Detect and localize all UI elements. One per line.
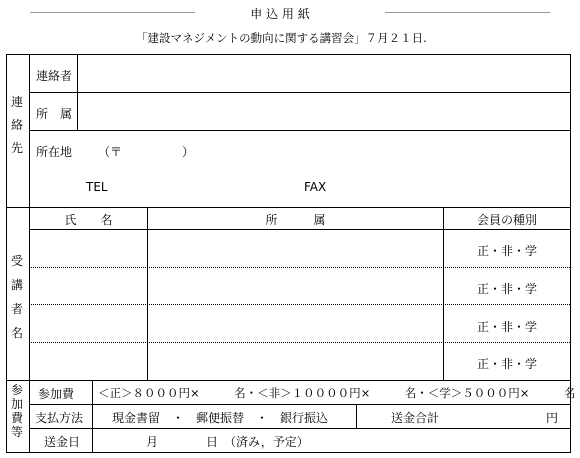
fees-total-divider	[356, 404, 357, 429]
header-rule-right	[385, 12, 550, 13]
remittance-date-text[interactable]: 月 日 （済み，予定）	[146, 435, 309, 449]
col-header-name: 氏 名	[64, 213, 113, 227]
address-label: 所在地	[36, 145, 73, 159]
total-amount-unit: 円	[546, 411, 559, 425]
header-rule-left	[30, 12, 195, 13]
affiliation-field[interactable]	[80, 95, 568, 128]
attendee-3-name-field[interactable]	[31, 306, 145, 340]
attendee-3-member-type[interactable]: 正・非・学	[476, 320, 537, 334]
fee-text: ＜正＞８０００円× 名・＜非＞１００００円× 名・＜学＞５０００円× 名	[98, 386, 576, 400]
section-label-column-line	[29, 54, 30, 453]
divider-contact-attendees	[6, 207, 571, 208]
attendees-header-divider	[29, 229, 571, 230]
contact-row-divider-1	[29, 92, 571, 93]
form-subtitle: 「建設マネジメントの動向に関する講習会」７月２１日.	[136, 31, 427, 45]
affiliation-label: 所 属	[36, 107, 73, 121]
contact-section-label: 連 絡 先	[10, 95, 23, 155]
attendee-1-name-field[interactable]	[31, 231, 145, 265]
divider-attendees-fees	[6, 380, 571, 381]
frame-bottom	[6, 452, 571, 453]
attendees-col-line-1	[147, 207, 148, 381]
total-amount-field[interactable]	[452, 407, 542, 425]
contact-row-divider-2	[29, 130, 571, 131]
contact-person-label: 連絡者	[36, 69, 73, 83]
col-header-member-type: 会員の種別	[476, 213, 537, 227]
attendee-2-name-field[interactable]	[31, 269, 145, 303]
remittance-date-label: 送金日	[44, 435, 81, 449]
address-field[interactable]	[80, 160, 568, 176]
fax-label: FAX	[304, 180, 327, 194]
payment-method-options[interactable]: 現金書留 ・ 郵便振替 ・ 銀行振込	[112, 411, 329, 425]
attendees-section-label: 受 講 者 名	[10, 254, 23, 340]
attendee-row-divider-1	[29, 267, 570, 268]
attendee-4-name-field[interactable]	[31, 344, 145, 378]
payment-method-label: 支払方法	[35, 411, 84, 425]
contact-label-column-line	[77, 54, 78, 131]
tel-label: TEL	[86, 180, 108, 194]
attendee-1-affiliation-field[interactable]	[149, 231, 441, 265]
fees-row-divider-2	[29, 428, 571, 429]
col-header-affiliation: 所 属	[265, 213, 326, 227]
fees-row-divider-1	[29, 404, 571, 405]
fees-section-label: 参 加 費 等	[10, 383, 23, 439]
frame-top	[6, 54, 571, 55]
attendee-row-divider-2	[29, 304, 570, 305]
fee-label: 参加費	[38, 387, 75, 401]
fees-label-column-line	[92, 380, 93, 453]
attendee-row-divider-3	[29, 342, 570, 343]
total-amount-label: 送金合計	[391, 411, 440, 425]
tel-field[interactable]	[120, 178, 290, 196]
attendee-4-member-type[interactable]: 正・非・学	[476, 357, 537, 371]
attendee-3-affiliation-field[interactable]	[149, 306, 441, 340]
fax-field[interactable]	[336, 178, 556, 196]
contact-person-field[interactable]	[80, 57, 568, 90]
postal-code-label: （〒 ）	[98, 145, 195, 159]
attendee-1-member-type[interactable]: 正・非・学	[476, 244, 537, 258]
attendee-2-affiliation-field[interactable]	[149, 269, 441, 303]
form-title: 申 込 用 紙	[250, 7, 310, 21]
attendee-4-affiliation-field[interactable]	[149, 344, 441, 378]
attendee-2-member-type[interactable]: 正・非・学	[476, 282, 537, 296]
